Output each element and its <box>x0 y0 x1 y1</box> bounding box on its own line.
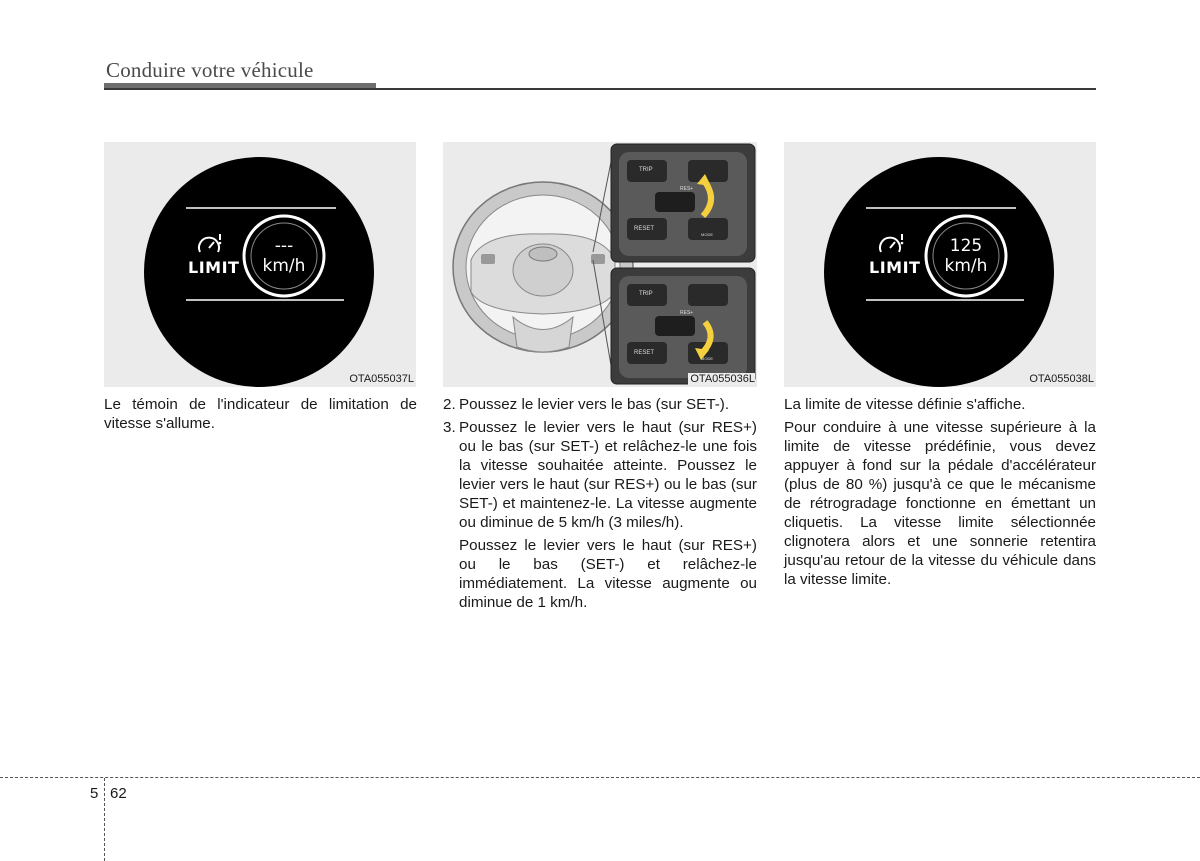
figure-code: OTA055037L <box>349 373 414 385</box>
figure-limit-indicator <box>104 142 416 387</box>
figure-code: OTA055038L <box>1029 373 1094 385</box>
reset-button-label-lower: RESET <box>634 350 655 356</box>
speed-unit: km/h <box>262 256 306 276</box>
paragraph: Le témoin de l'indicateur de limitation de vitesse s'allume. <box>104 396 417 432</box>
step-3 <box>443 418 757 532</box>
middle-column <box>443 395 757 616</box>
section-title: Conduire votre véhicule <box>106 58 314 82</box>
mode-button-label-lower: MODE <box>701 356 713 361</box>
trip-button-label-lower: TRIP <box>639 291 653 297</box>
chapter-number: 5 <box>90 785 99 802</box>
step-2 <box>443 395 757 414</box>
reset-button-label: RESET <box>634 226 655 232</box>
left-column <box>104 395 417 437</box>
mode-button-label: MODE <box>701 232 713 237</box>
footer-divider <box>104 778 105 861</box>
step-number: 3. <box>443 419 456 436</box>
speed-unit: km/h <box>944 256 988 276</box>
trip-button-label: TRIP <box>639 167 653 173</box>
limit-label: LIMIT <box>188 258 240 277</box>
step-text: Poussez le levier vers le haut (sur RES+) ou le bas (sur SET-) et relâchez-le une fois la vitesse souhaitée atteinte. Poussez le levier vers le haut (sur RES+) ou le bas (sur SET-) et maintenez-le. La vitesse augmente ou diminue de 5 km/h (3 miles/h). <box>459 419 757 531</box>
res-plus-label: RES+ <box>680 186 694 192</box>
speed-value: 125 <box>949 236 983 256</box>
step-text: Poussez le levier vers le bas (sur SET-). <box>459 396 730 413</box>
res-plus-label-lower: RES+ <box>680 310 694 316</box>
figure-code: OTA055036L <box>690 373 755 385</box>
speed-value: --- <box>274 236 294 256</box>
step-3-extra: Poussez le levier vers le haut (sur RES+) ou le bas (SET-) et relâchez-le immédiatement. La vitesse augmente ou diminue de 1 km/h. <box>459 537 757 611</box>
paragraph: La limite de vitesse définie s'affiche. <box>784 396 1026 413</box>
steering-wheel-illustration <box>443 142 757 387</box>
steering-wheel-icon <box>453 182 633 352</box>
footer-rule <box>0 777 1200 778</box>
right-column <box>784 395 1096 593</box>
limit-label: LIMIT <box>869 258 921 277</box>
page-number: 62 <box>110 785 127 802</box>
paragraph: Pour conduire à une vitesse supérieure à la limite de vitesse prédéfinie, vous devez appuyer à fond sur la pédale d'accélérateur (plus de 80 %) jusqu'à ce que le mécanisme de rétrogradage fonctionne en émettant un cliquetis. La vitesse limite sélectionnée clignotera alors et une sonnerie retentira jusqu'au retour de la vitesse du véhicule dans la vitesse limite. <box>784 419 1096 588</box>
step-number: 2. <box>443 396 456 413</box>
header-rule <box>104 88 1096 90</box>
figure-limit-display <box>784 142 1096 387</box>
figure-steering-wheel <box>443 142 757 387</box>
